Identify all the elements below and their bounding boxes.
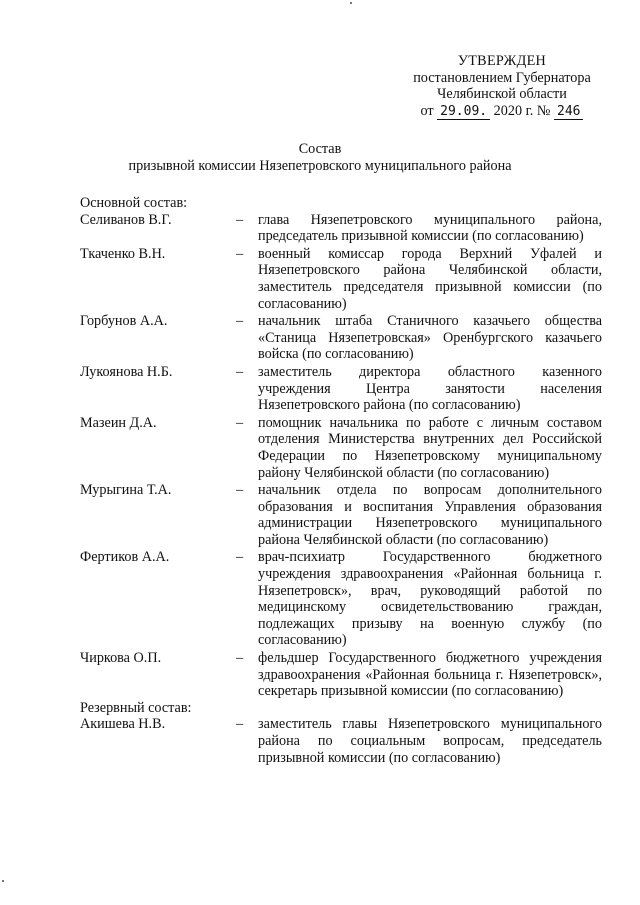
member-role: военный комиссар города Верхний Уфалей и Нязепетровского района Челябинской области, заместитель председателя призывной комиссии (по согласованию) — [258, 245, 602, 312]
approval-number: 246 — [554, 104, 583, 120]
document-title: Состав — [298, 141, 342, 157]
member-role: начальник отдела по вопросам дополнительного образования и воспитания Управления образования администрации Нязепетровского муниципального района Челябинской области (по согласованию) — [258, 482, 602, 548]
member-role: начальник штаба Станичного казачьего общества «Станица Нязепетровская» Оренбургского казачьего войска (по согласованию) — [258, 313, 602, 363]
approval-line-2: Челябинской области — [437, 86, 567, 103]
member-row — [80, 415, 602, 481]
member-row — [80, 364, 602, 414]
member-row — [80, 313, 602, 363]
member-dash: – — [236, 716, 244, 733]
member-name: Лукоянова Н.Б. — [80, 363, 173, 380]
member-row — [80, 549, 602, 649]
member-name: Мазеин Д.А. — [80, 414, 157, 431]
member-role: фельдшер Государственного бюджетного учреждения здравоохранения «Районная больница г. Нязепетровск», секретарь призывной комиссии (по согласованию) — [258, 650, 602, 700]
member-name: Мурыгина Т.А. — [80, 482, 172, 499]
approval-date: 29.09. — [437, 104, 490, 120]
commission-roster — [80, 195, 602, 766]
member-name: Чиркова О.П. — [80, 650, 162, 667]
approval-block — [402, 53, 602, 120]
member-dash: – — [236, 549, 244, 566]
approval-line-1: постановлением Губернатора — [413, 69, 591, 86]
member-row — [80, 716, 602, 766]
date-suffix: 2020 г. № — [493, 102, 551, 119]
member-role: врач-психиатр Государственного бюджетного учреждения здравоохранения «Районная больница г. Нязепетровск», врач, руководящий работой по медицинскому освидетельствованию граждан, подлежащих призыву на военную службу (по согласованию) — [258, 549, 602, 649]
approval-date-line — [402, 103, 602, 121]
member-dash: – — [236, 313, 244, 330]
member-role: заместитель главы Нязепетровского муниципального района по социальным вопросам, председатель призывной комиссии (по согласованию) — [258, 716, 602, 766]
member-dash: – — [236, 650, 244, 667]
scan-speck — [350, 2, 352, 4]
member-row — [80, 246, 602, 312]
member-name: Горбунов А.А. — [80, 313, 168, 330]
member-role: глава Нязепетровского муниципального района, председатель призывной комиссии (по согласованию) — [258, 211, 602, 245]
member-name: Ткаченко В.Н. — [80, 245, 166, 262]
date-prefix: от — [420, 102, 434, 119]
scan-speck — [2, 880, 4, 882]
member-name: Фертиков А.А. — [80, 549, 170, 566]
document-heading — [0, 141, 640, 174]
member-row — [80, 482, 602, 548]
member-name: Селиванов В.Г. — [80, 211, 172, 228]
member-row — [80, 650, 602, 700]
member-dash: – — [236, 482, 244, 499]
member-dash: – — [236, 211, 244, 228]
main-section-label: Основной состав: — [80, 195, 188, 211]
approval-title: УТВЕРЖДЕН — [457, 53, 547, 69]
member-dash: – — [236, 363, 244, 380]
reserve-section-label: Резервный состав: — [80, 699, 192, 716]
member-role: помощник начальника по работе с личным составом отделения Министерства внутренних дел Российской Федерации по Нязепетровскому муниципальному району Челябинской области (по согласованию) — [258, 414, 602, 481]
member-dash: – — [236, 414, 244, 431]
member-dash: – — [236, 245, 244, 262]
document-subtitle: призывной комиссии Нязепетровского муниципального района — [128, 157, 512, 174]
member-name: Акишева Н.В. — [80, 716, 166, 733]
member-row — [80, 212, 602, 245]
member-role: заместитель директора областного казенного учреждения Центра занятости населения Нязепетровского района (по согласованию) — [258, 363, 602, 414]
